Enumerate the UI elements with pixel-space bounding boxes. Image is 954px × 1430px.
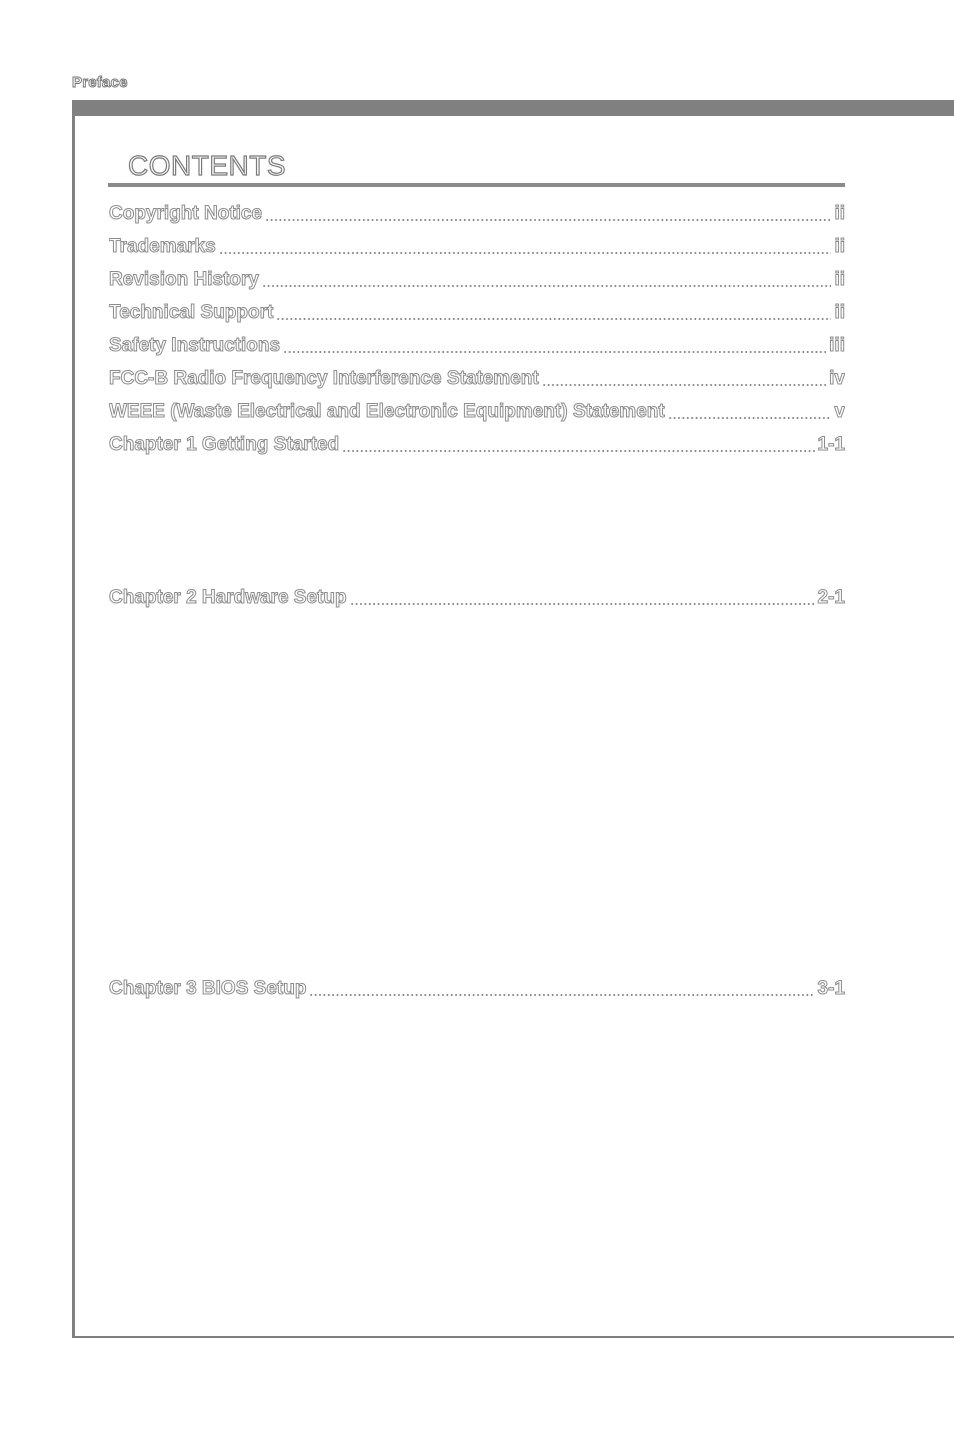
title-underline (108, 183, 845, 187)
dot-leader (542, 384, 826, 386)
toc-entry-trademarks[interactable] (109, 236, 845, 260)
dot-leader (219, 252, 832, 254)
toc-page-number: ii (834, 269, 845, 290)
dot-leader (276, 318, 831, 320)
header-band (72, 100, 954, 116)
toc-page-number: 2-1 (817, 587, 845, 608)
left-margin-rule (72, 100, 75, 1338)
dot-leader (668, 417, 832, 419)
toc-entry-revision-history[interactable] (109, 269, 845, 293)
toc-page-number: iii (829, 335, 845, 356)
bottom-rule (72, 1336, 954, 1338)
toc-page-number: iv (829, 368, 845, 389)
contents-title: CONTENTS (128, 150, 286, 181)
toc-label: FCC-B Radio Frequency Interference Statement (109, 368, 539, 389)
toc-page-number: ii (834, 203, 845, 224)
toc-page-number: v (834, 401, 845, 422)
dot-leader (350, 603, 815, 605)
toc-entry-weee-statement[interactable] (109, 401, 845, 425)
toc-entry-chapter-3[interactable] (109, 978, 845, 1002)
toc-page-number: ii (834, 236, 845, 257)
running-head: Preface (72, 74, 128, 91)
toc-page-number: 1-1 (817, 434, 845, 455)
toc-label: Technical Support (109, 302, 274, 323)
dot-leader (342, 450, 814, 452)
toc-entry-chapter-1[interactable] (109, 434, 845, 458)
toc-page-number: 3-1 (817, 978, 845, 999)
toc-label: Copyright Notice (109, 203, 263, 224)
toc-label: Chapter 1 Getting Started (109, 434, 340, 455)
toc-entry-fcc-statement[interactable] (109, 368, 845, 392)
dot-leader (309, 994, 814, 996)
dot-leader (262, 285, 832, 287)
toc-entry-safety-instructions[interactable] (109, 335, 845, 359)
toc-label: Safety Instructions (109, 335, 281, 356)
toc-label: Trademarks (109, 236, 216, 257)
toc-label: WEEE (Waste Electrical and Electronic Equipment) Statement (109, 401, 665, 422)
toc-entry-technical-support[interactable] (109, 302, 845, 326)
toc-label: Chapter 3 BIOS Setup (109, 978, 307, 999)
dot-leader (283, 351, 826, 353)
toc-label: Chapter 2 Hardware Setup (109, 587, 347, 608)
dot-leader (265, 219, 831, 221)
toc-entry-chapter-2[interactable] (109, 587, 845, 611)
toc-page-number: ii (834, 302, 845, 323)
toc-entry-copyright[interactable] (109, 203, 845, 227)
toc-label: Revision History (109, 269, 259, 290)
